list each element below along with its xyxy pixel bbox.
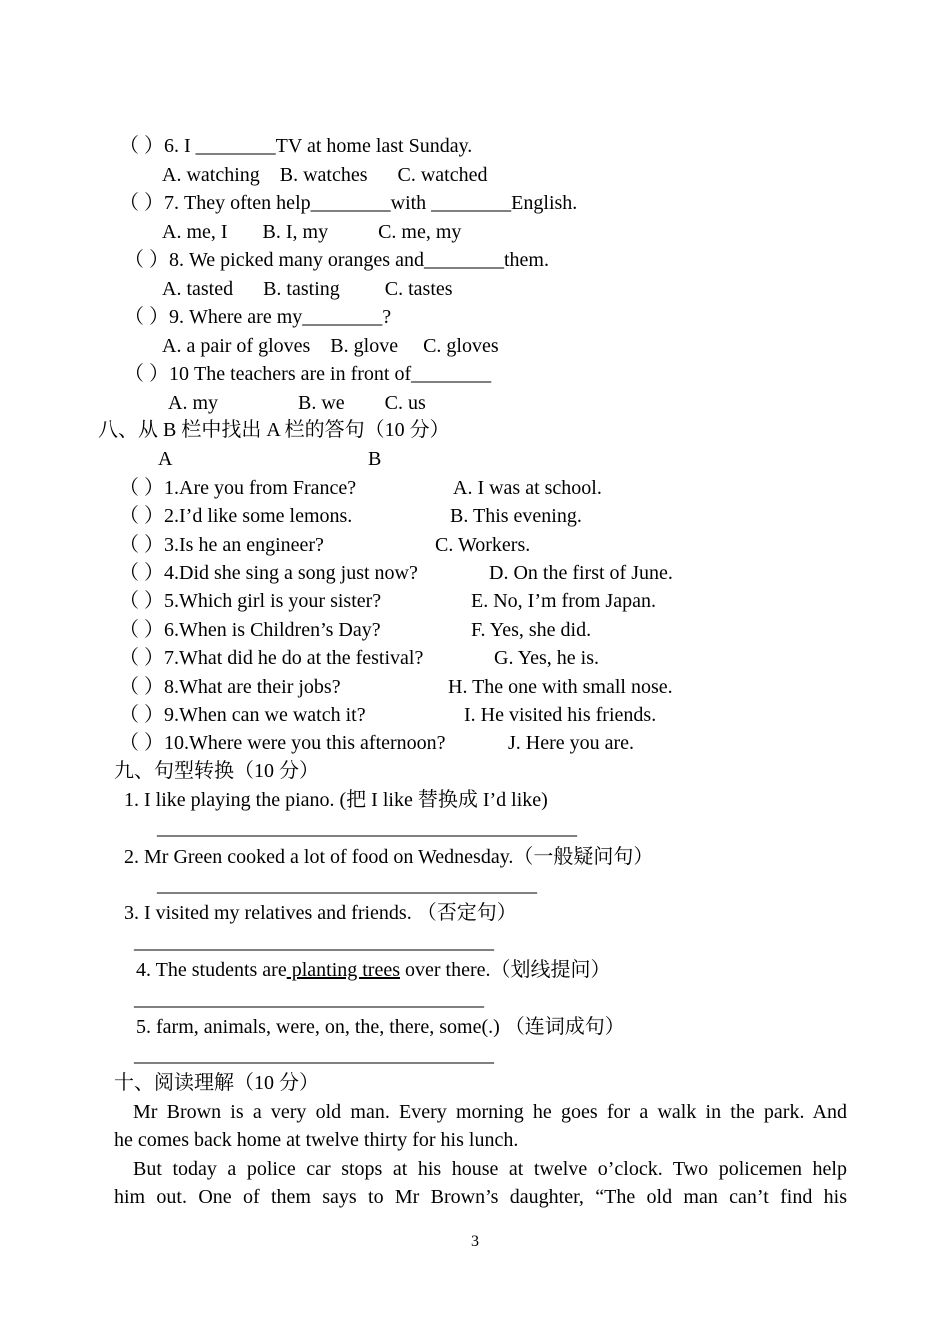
column-a-header: A — [158, 448, 173, 470]
passage-line: he comes back home at twelve thirty for his lunch. — [114, 1129, 519, 1151]
q4-underlined-phrase: planting trees — [286, 959, 401, 981]
q10-options: A. my B. we C. us — [168, 392, 426, 414]
q9-options: A. a pair of gloves B. glove C. gloves — [162, 335, 499, 357]
transform-q4 — [136, 958, 611, 982]
q8: （ ）8. We picked many oranges and________them. — [124, 249, 549, 271]
q4-suffix: over there.（划线提问） — [400, 959, 611, 981]
q9: （ ）9. Where are my________? — [124, 306, 392, 328]
transform-q1: 1. I like playing the piano. (把 I like 替换成 I’d like) — [124, 789, 548, 811]
match-question: （ ）4.Did she sing a song just now? — [119, 562, 418, 584]
q10: （ ）10 The teachers are in front of________ — [124, 363, 492, 385]
page-number: 3 — [471, 1233, 479, 1250]
match-answer: B. This evening. — [450, 505, 582, 527]
q4-prefix: 4. The students are — [136, 959, 287, 981]
passage-line: him out. One of them says to Mr Brown’s daughter, “The old man can’t find his — [114, 1186, 847, 1208]
answer-blank[interactable]: ___________________________________ — [134, 988, 484, 1010]
answer-blank[interactable]: __________________________________________ — [157, 817, 577, 839]
match-answer: I. He visited his friends. — [464, 704, 657, 726]
match-answer: C. Workers. — [435, 534, 531, 556]
passage-line: Mr Brown is a very old man. Every morning he goes for a walk in the park. And — [133, 1101, 847, 1123]
match-question: （ ）9.When can we watch it? — [119, 704, 366, 726]
match-answer: E. No, I’m from Japan. — [471, 590, 656, 612]
match-question: （ ）1.Are you from France? — [119, 477, 357, 499]
q6: （ ）6. I ________TV at home last Sunday. — [119, 135, 473, 157]
match-question: （ ）7.What did he do at the festival? — [119, 647, 424, 669]
match-question: （ ）3.Is he an engineer? — [119, 534, 324, 556]
passage-line: But today a police car stops at his house at twelve o’clock. Two policemen help — [133, 1158, 847, 1180]
match-answer: A. I was at school. — [453, 477, 602, 499]
match-answer: H. The one with small nose. — [448, 676, 673, 698]
transform-q2: 2. Mr Green cooked a lot of food on Wednesday.（一般疑问句） — [124, 846, 654, 868]
q6-options: A. watching B. watches C. watched — [162, 164, 488, 186]
q7-options: A. me, I B. I, my C. me, my — [162, 221, 462, 243]
match-answer: F. Yes, she did. — [471, 619, 592, 641]
section8-title: 八、从 B 栏中找出 A 栏的答句（10 分） — [98, 419, 450, 441]
match-answer: J. Here you are. — [508, 732, 635, 754]
transform-q5: 5. farm, animals, were, on, the, there, some(.) （连词成句） — [136, 1016, 625, 1038]
q7: （ ）7. They often help________with ________English. — [119, 192, 578, 214]
q8-options: A. tasted B. tasting C. tastes — [162, 278, 453, 300]
match-question: （ ）5.Which girl is your sister? — [119, 590, 382, 612]
match-question: （ ）10.Where were you this afternoon? — [119, 732, 446, 754]
match-question: （ ）2.I’d like some lemons. — [119, 505, 353, 527]
section10-title: 十、阅读理解（10 分） — [114, 1072, 319, 1094]
answer-blank[interactable]: ____________________________________ — [134, 1044, 494, 1066]
column-b-header: B — [368, 448, 382, 470]
answer-blank[interactable]: ______________________________________ — [157, 874, 537, 896]
match-question: （ ）8.What are their jobs? — [119, 676, 341, 698]
match-answer: G. Yes, he is. — [494, 647, 600, 669]
match-question: （ ）6.When is Children’s Day? — [119, 619, 381, 641]
section9-title: 九、句型转换（10 分） — [114, 760, 319, 782]
answer-blank[interactable]: ____________________________________ — [134, 931, 494, 953]
transform-q3: 3. I visited my relatives and friends. （否定句） — [124, 902, 517, 924]
match-answer: D. On the first of June. — [489, 562, 673, 584]
